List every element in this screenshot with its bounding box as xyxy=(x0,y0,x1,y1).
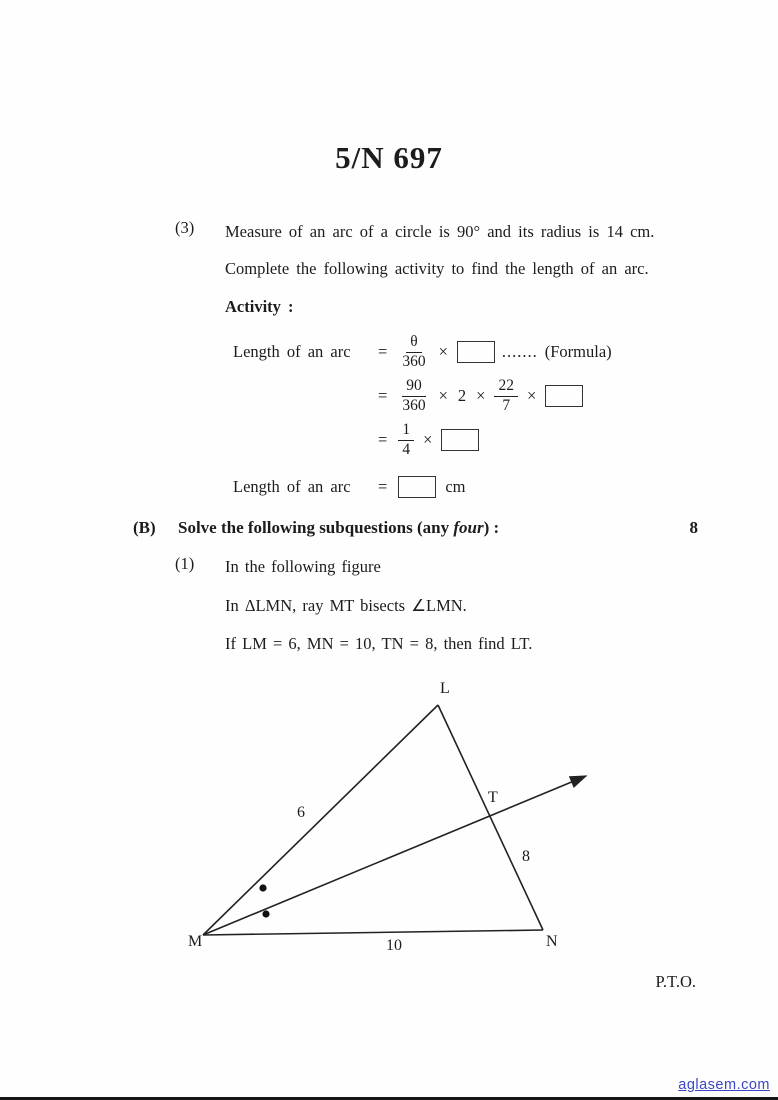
triangle-figure xyxy=(148,680,668,970)
fraction-denominator: 7 xyxy=(502,396,511,414)
section-b-marks: 8 xyxy=(689,518,698,538)
fraction-numerator: θ xyxy=(406,333,421,352)
question-3-line2: Complete the following activity to find the length of an arc. xyxy=(225,259,649,279)
equals-sign: = xyxy=(378,342,388,362)
side-MN xyxy=(203,930,543,935)
question-b1-line2: In ΔLMN, ray MT bisects ∠LMN. xyxy=(225,595,467,615)
section-b-text-post: ) : xyxy=(483,518,500,538)
fraction-denominator: 4 xyxy=(402,440,411,458)
fraction-numerator: 1 xyxy=(398,421,414,440)
math-row-formula xyxy=(233,330,698,374)
times-sign: × xyxy=(476,386,486,406)
label-M: M xyxy=(188,932,203,950)
times-sign: × xyxy=(423,430,433,450)
dotted-leader: ....... xyxy=(501,342,538,362)
answer-box-circumference xyxy=(457,341,495,363)
fraction-denominator: 360 xyxy=(402,352,426,370)
math-row-result xyxy=(233,468,698,506)
lhs-label: Length of an arc xyxy=(233,477,351,497)
watermark-link[interactable]: aglasem.com xyxy=(678,1077,770,1093)
section-b-text-four: four xyxy=(453,518,484,538)
times-sign: × xyxy=(438,386,448,406)
fraction-numerator: 22 xyxy=(494,377,518,396)
label-N: N xyxy=(546,932,558,950)
fraction-90-360 xyxy=(398,377,429,415)
math-row-step3 xyxy=(233,418,698,462)
section-b-heading xyxy=(133,518,698,538)
label-len-LM: 6 xyxy=(297,803,305,821)
factor-2: 2 xyxy=(457,386,467,406)
question-3-line1: Measure of an arc of a circle is 90° and its radius is 14 cm. xyxy=(225,222,655,241)
formula-note: (Formula) xyxy=(544,342,612,362)
bisector-dot-1 xyxy=(259,884,266,891)
page-title: 5/N 697 xyxy=(335,140,443,175)
fraction-22-7 xyxy=(494,377,518,415)
question-3-number: (3) xyxy=(175,218,195,237)
pto-label: P.T.O. xyxy=(655,971,696,991)
lhs-label: Length of an arc xyxy=(233,342,351,362)
section-b-text-pre: Solve the following subquestions (any xyxy=(178,518,454,538)
question-b1-body xyxy=(225,554,698,670)
times-sign: × xyxy=(438,342,448,362)
question-b1 xyxy=(175,554,698,670)
equals-sign: = xyxy=(378,386,388,406)
question-b1-line3: If LM = 6, MN = 10, TN = 8, then find LT. xyxy=(225,634,533,654)
fraction-numerator: 90 xyxy=(402,377,426,396)
label-T: T xyxy=(488,788,498,806)
answer-box-product xyxy=(441,429,479,451)
section-b-text xyxy=(178,518,499,538)
label-len-TN: 8 xyxy=(522,847,530,865)
fraction-denominator: 360 xyxy=(402,396,426,414)
answer-box-result xyxy=(398,476,436,498)
bisector-dot-2 xyxy=(262,910,269,917)
times-sign: × xyxy=(526,386,537,406)
activity-math xyxy=(233,330,698,506)
section-b-label: (B) xyxy=(133,518,156,538)
label-len-MN: 10 xyxy=(386,936,402,954)
fraction-1-4 xyxy=(398,421,414,459)
equals-sign: = xyxy=(378,430,388,450)
equals-sign: = xyxy=(378,477,388,497)
math-row-step2 xyxy=(233,374,698,418)
unit-label: cm xyxy=(445,477,466,497)
question-3-body xyxy=(225,218,698,506)
page-content xyxy=(0,218,778,670)
question-b1-number: (1) xyxy=(175,554,195,574)
figure-wrapper xyxy=(148,680,778,970)
fraction-theta-360 xyxy=(398,333,429,371)
side-LM xyxy=(203,705,438,935)
question-b1-line1: In the following figure xyxy=(225,557,381,577)
answer-box-radius xyxy=(545,385,583,407)
question-3 xyxy=(175,218,698,506)
side-LN xyxy=(438,705,543,930)
label-L: L xyxy=(440,679,450,697)
activity-label: Activity : xyxy=(225,296,294,316)
